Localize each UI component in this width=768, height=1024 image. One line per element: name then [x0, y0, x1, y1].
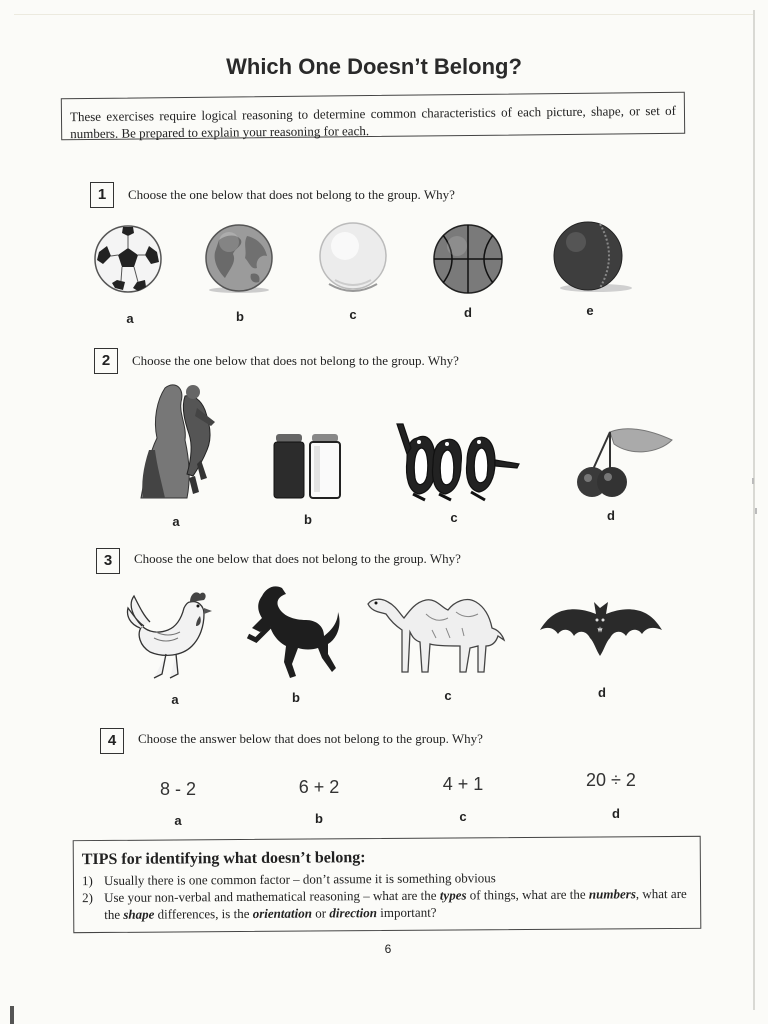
scan-speck — [752, 478, 754, 484]
option-letter: c — [450, 510, 458, 525]
instructions-box — [61, 92, 685, 141]
scan-speck — [755, 508, 757, 514]
tip-text-part: , what are the — [104, 885, 687, 922]
rooster-icon — [126, 586, 214, 682]
option-letter: a — [172, 514, 180, 529]
question-prompt: Choose the one below that does not belong to the group. Why? — [132, 353, 459, 368]
tip-text — [104, 885, 692, 923]
penguins-trio-icon — [395, 420, 523, 502]
option-letter: b — [304, 512, 312, 527]
horse-icon — [242, 584, 342, 680]
math-expression: 20 ÷ 2 — [586, 770, 636, 790]
option-letter: c — [349, 307, 357, 322]
instructions-text: These exercises require logical reasoning to determine common characteristics of each picture, shape, or set of numbers. Be prepared to explain your reasoning for each. — [69, 102, 677, 142]
option-letter: d — [607, 508, 615, 523]
question-number: 4 — [100, 728, 124, 754]
tip-emphasis: numbers — [588, 886, 636, 902]
tips-box — [73, 836, 702, 933]
question-number: 1 — [90, 182, 114, 208]
tips-title: TIPS for identifying what doesn’t belong: — [81, 849, 366, 869]
salt-pepper-shakers-icon — [270, 430, 344, 502]
tip-text-part: important? — [376, 904, 437, 921]
bat-icon — [540, 598, 662, 664]
cricket-ball-icon — [548, 220, 634, 296]
option-letter: b — [292, 690, 300, 705]
page-title: Which One Doesn’t Belong? — [226, 54, 522, 79]
tip-emphasis: types — [439, 887, 467, 903]
option-letter: c — [459, 809, 467, 824]
tip-text-part: differences, is the — [154, 905, 253, 922]
page-edge — [14, 14, 754, 15]
tip-text-part: Use your non-verbal and mathematical reasoning – what are the — [104, 887, 440, 905]
math-expression: 8 - 2 — [159, 779, 197, 799]
dancing-couple-icon — [135, 380, 220, 502]
scan-mark — [10, 1006, 14, 1024]
option-letter: d — [464, 305, 472, 320]
math-expression: 4 + 1 — [442, 774, 484, 794]
tip-emphasis: orientation — [252, 905, 313, 921]
option-letter: d — [598, 685, 606, 700]
cherries-icon — [574, 426, 678, 500]
question-number: 3 — [96, 548, 120, 574]
option-letter: b — [236, 309, 244, 324]
tip-text-part: or — [311, 905, 330, 921]
soccer-ball-icon — [93, 224, 163, 296]
tip-number: 2) — [82, 890, 93, 906]
option-letter: a — [126, 311, 134, 326]
tip-text-part: of things, what are the — [466, 886, 589, 903]
tip-item — [82, 885, 692, 923]
tip-emphasis: shape — [123, 906, 155, 922]
tip-text: Usually there is one common factor – don’t assume it is something obvious — [103, 870, 496, 888]
option-letter: c — [444, 688, 452, 703]
tip-emphasis: direction — [329, 905, 378, 921]
globe-icon — [199, 222, 279, 294]
question-prompt: Choose the one below that does not belong to the group. Why? — [128, 187, 455, 202]
math-expression: 6 + 2 — [298, 777, 340, 797]
camel-icon — [366, 584, 508, 676]
option-letter: b — [315, 811, 323, 826]
option-letter: a — [171, 692, 179, 707]
option-letter: d — [612, 806, 620, 821]
question-prompt: Choose the one below that does not belong to the group. Why? — [134, 551, 461, 566]
option-letter: a — [174, 813, 182, 828]
basketball-icon — [431, 222, 505, 296]
tip-number: 1) — [81, 873, 93, 889]
golf-ball-icon — [315, 222, 391, 298]
question-number: 2 — [94, 348, 118, 374]
option-letter: e — [586, 303, 594, 318]
page-number: 6 — [384, 942, 392, 956]
question-prompt: Choose the answer below that does not belong to the group. Why? — [138, 731, 483, 746]
